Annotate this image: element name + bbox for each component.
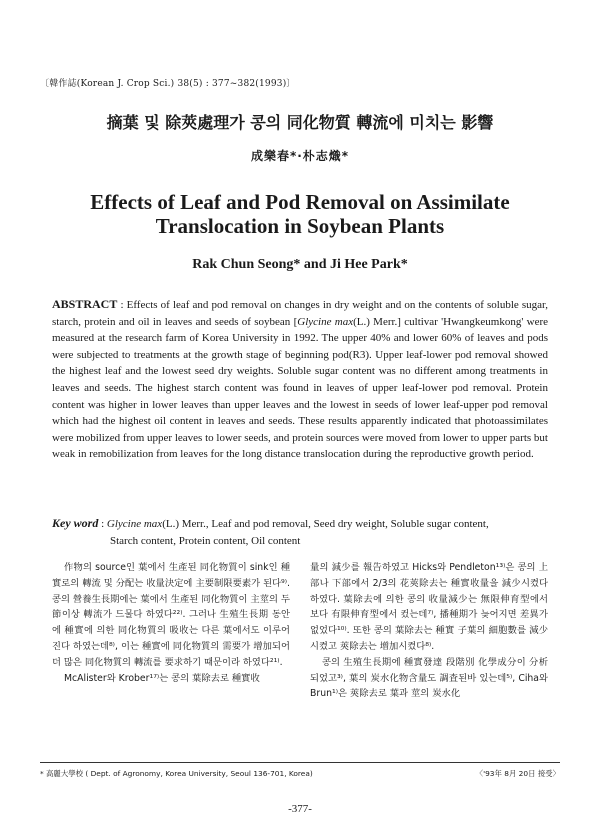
keywords-species: Glycine max bbox=[106, 518, 163, 530]
journal-citation: 〔韓作誌(Korean J. Crop Sci.) 38(5) : 377~382(1993)〕 bbox=[40, 79, 296, 89]
abstract-label: ABSTRACT bbox=[52, 297, 118, 311]
abstract-text-part-1: Effects of leaf and pod removal on changes in dry weight and on the contents of soluble sugar, starch, protein and oil in leaves and seeds of soybean [ bbox=[52, 299, 549, 328]
body-right-column bbox=[310, 560, 548, 702]
keywords-line-2: Starch content, Protein content, Oil content bbox=[110, 534, 301, 547]
footnote-received-date: 〈'93年 8月 20日 接受〉 bbox=[475, 769, 560, 778]
abstract-text-part-2: (L.) Merr.] cultivar 'Hwangkeumkong' were measured at the research farm of Korea University in 1992. The upper 40% and lower 60% of leaves and pods were subjected to treatments at the growth stage of beginning pod(R3). Upper leaf-lower pod removal showed the highest leaf and the lowest seed dry weights. Soluble sugar content was no different among treatments in leaves and seeds. The highest starch content was found in leaves of upper leaf-lower pod removal. Protein content was higher in lower leaves than upper leaves and the lowest in seeds of lower leaf-upper pod removal which had the highest oil content in leaves and seeds. These results apparently indicated that photoassimilates were mobilized from upper leaves to lower seeds, and protein sources were moved from lower to upper parts but weak in remobilization from leaves for the long distance translocation during the reproductive growth period. bbox=[52, 315, 548, 461]
body-left-column bbox=[52, 560, 290, 686]
body-paragraph: 作物의 source인 葉에서 生產된 同化物質이 sink인 種實로의 轉流 및 分配는 收量決定에 主要制限要素가 된다⁹⁾. 콩의 營養生長期에는 葉에서 生產된 同化物質이 主莖의 두 節이상 轉流가 드물다 하였다²²⁾. 그러나 生殖生長期 동안에 種實에 의한 同化物質의 吸收는 다른 葉에서도 이루어진다 하였는데⁸⁾, 이는 種實에 同化物質의 需要가 增加되어 더 많은 同化物質의 轉流를 要求하기 때문이라 하였다²¹⁾. bbox=[52, 562, 290, 668]
english-title-line-1: Effects of Leaf and Pod Removal on Assimilate bbox=[90, 190, 510, 214]
abstract bbox=[52, 296, 548, 463]
keywords bbox=[52, 515, 548, 549]
body-paragraph: 콩의 生殖生長期에 種實發達 段階別 化學成分이 分析되었고³⁾, 葉의 炭水化物含量도 調査된바 있는데⁵⁾, Ciha와 Brun¹⁾은 莢除去로 葉과 莖의 炭水化 bbox=[310, 656, 548, 700]
abstract-separator: : bbox=[117, 299, 127, 311]
footnote bbox=[40, 768, 560, 779]
korean-title: 摘葉 및 除莢處理가 콩의 同化物質 轉流에 미치는 影響 bbox=[106, 113, 494, 132]
footnote-divider bbox=[40, 762, 560, 763]
korean-authors: 成樂春*·朴志熾* bbox=[250, 149, 350, 163]
english-authors: Rak Chun Seong* and Ji Hee Park* bbox=[192, 257, 408, 272]
body-paragraph: McAlister와 Krober¹⁷⁾는 콩의 葉除去로 種實收 bbox=[64, 672, 260, 684]
keywords-line-1: (L.) Merr., Leaf and pod removal, Seed dry weight, Soluble sugar content, bbox=[162, 518, 489, 530]
page-number: -377- bbox=[288, 803, 312, 815]
keywords-label: Key word bbox=[52, 516, 99, 530]
english-title bbox=[0, 190, 600, 238]
english-title-line-2: Translocation in Soybean Plants bbox=[155, 214, 445, 238]
keywords-separator: : bbox=[98, 518, 107, 530]
abstract-species: Glycine max bbox=[297, 315, 354, 328]
footnote-affiliation: * 高麗大學校 ( Dept. of Agronomy, Korea University, Seoul 136-701, Korea) bbox=[40, 769, 313, 778]
body-paragraph: 量의 減少를 報告하였고 Hicks와 Pendleton¹³⁾은 콩의 上部나 下部에서 2/3의 花莢除去는 種實收量을 減少시켰다 하였다. 葉除去에 의한 콩의 收量減少는 無限伸育型에서 보다 有限伸育型에서 컸는데⁷⁾, 播種期가 늦어지면 差異가 없었다¹⁰⁾. 또한 콩의 葉除去는 種實 子葉의 細胞數를 減少시켰고 莢除去는 增加시켰다⁸⁾. bbox=[310, 562, 548, 652]
